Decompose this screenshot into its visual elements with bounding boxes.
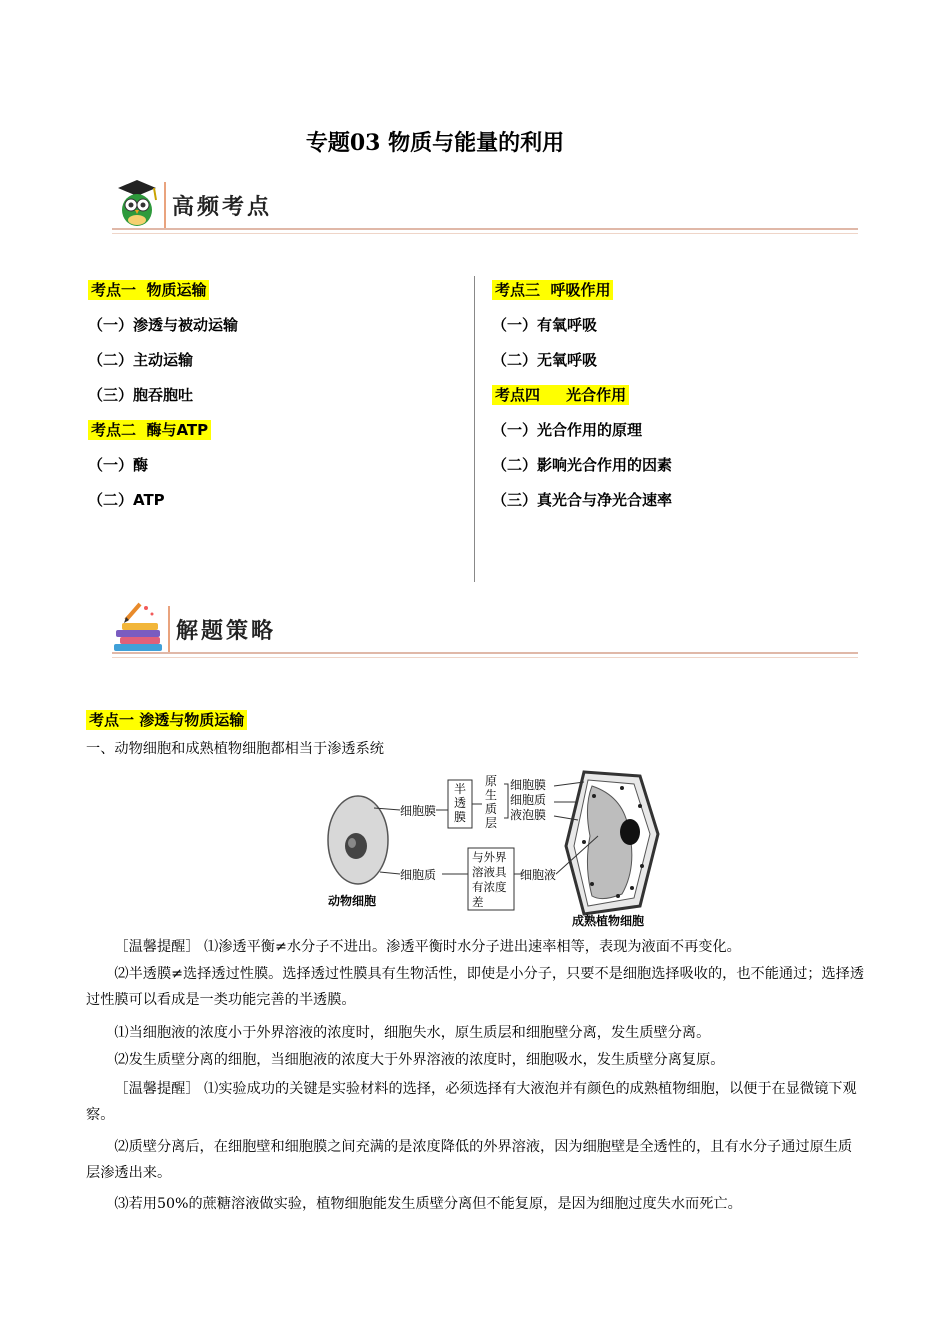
- toc-item: （一）光合作用的原理: [492, 421, 643, 439]
- toc-right: [492, 280, 862, 525]
- toc-item: （二）无氧呼吸: [492, 351, 598, 369]
- toc-item: （三）真光合与净光合速率: [492, 491, 673, 509]
- owl-graduate-icon: [112, 178, 162, 230]
- protoplast-layer-label: 原 生 质 层: [485, 774, 498, 830]
- paragraph: ⑵发生质壁分离的细胞，当细胞液的浓度大于外界溶液的浓度时，细胞吸水，发生质壁分离复原。: [114, 1052, 725, 1068]
- concentration-diff-label: 与外界 溶液具 有浓度 差: [472, 850, 507, 909]
- toc-item: 考点二 酶与ATP: [88, 420, 458, 455]
- toc-divider: [474, 276, 475, 582]
- plant-membrane-label: 细胞膜: [510, 778, 547, 792]
- kp1-heading: 考点一 渗透与物质运输: [86, 709, 247, 730]
- paragraph: ⑶若用50%的蔗糖溶液做实验，植物细胞能发生质壁分离但不能复原，是因为细胞过度失水而死亡。: [114, 1196, 742, 1212]
- toc-item: （一）渗透与被动运输: [88, 316, 239, 334]
- toc-left: [88, 280, 458, 525]
- toc-item: 考点一 物质运输: [88, 280, 458, 315]
- books-pencil-icon: [112, 600, 168, 654]
- paragraph: ⑴当细胞液的浓度小于外界溶液的浓度时，细胞失水，原生质层和细胞壁分离，发生质壁分离。: [114, 1025, 711, 1041]
- plant-cell-caption: 成熟植物细胞: [572, 914, 645, 928]
- osmosis-figure: [322, 766, 662, 932]
- paragraph: ［温馨提醒］ ⑴实验成功的关键是实验材料的选择，必须选择有大液泡并有颜色的成熟植物细胞，以便于在显微镜下观察。: [86, 1081, 857, 1123]
- toc-item: （三）胞吞胞吐: [88, 386, 194, 404]
- paragraph: ⑵半透膜≠选择透过性膜。选择透过性膜具有生物活性，即使是小分子，只要不是细胞选择吸收的，也不能通过；选择透过性膜可以看成是一类功能完善的半透膜。: [86, 966, 865, 1008]
- page-title: 专题03 物质与能量的利用: [305, 130, 565, 156]
- toc-item: （一）酶: [88, 456, 149, 474]
- animal-cell-caption: 动物细胞: [328, 894, 377, 908]
- toc-item: （一）有氧呼吸: [492, 316, 598, 334]
- intro-text: 一、动物细胞和成熟植物细胞都相当于渗透系统: [86, 741, 384, 757]
- banner-label: 解题策略: [176, 618, 277, 644]
- toc-item: 考点三 呼吸作用: [492, 280, 862, 315]
- toc-item: （二）影响光合作用的因素: [492, 456, 673, 474]
- plant-layer-labels: [510, 778, 546, 823]
- section-banner-strategy: [112, 600, 858, 660]
- plant-cytoplasm-label: 细胞质: [510, 793, 547, 807]
- cell-sap-label: 细胞液: [520, 868, 557, 882]
- section-banner-high-frequency: [112, 176, 858, 236]
- paragraph: ［温馨提醒］ ⑴渗透平衡≠水分子不进出。渗透平衡时水分子进出速率相等，表现为液面不再变化。: [114, 939, 741, 955]
- vacuole-membrane-label: 液泡膜: [510, 808, 547, 822]
- animal-cytoplasm-label: 细胞质: [400, 868, 437, 882]
- paragraph: ⑵质壁分离后，在细胞壁和细胞膜之间充满的是浓度降低的外界溶液，因为细胞壁是全透性的，且有水分子通过原生质层渗透出来。: [86, 1139, 853, 1181]
- animal-cell-membrane-label: 细胞膜: [400, 804, 437, 818]
- toc-item: 考点四 光合作用: [492, 385, 862, 420]
- toc-item: （二）主动运输: [88, 351, 194, 369]
- toc-item: （二）ATP: [88, 491, 165, 509]
- semi-permeable-label: 半 透 膜: [454, 782, 467, 824]
- banner-label: 高频考点: [172, 194, 273, 220]
